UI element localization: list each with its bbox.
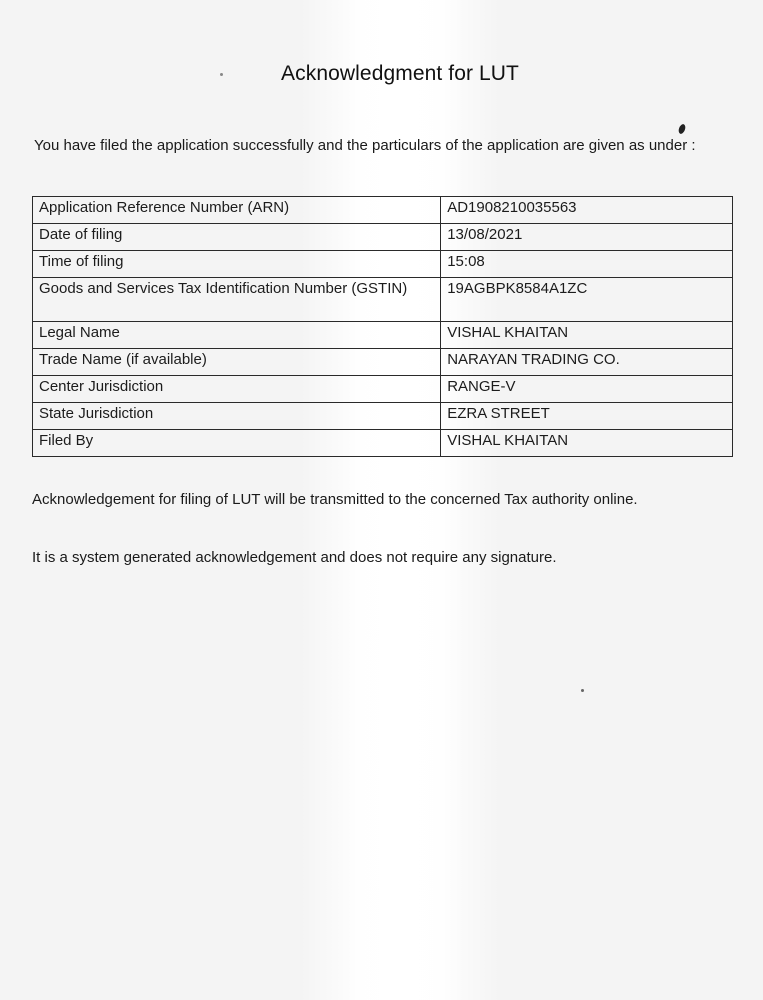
row-value: AD1908210035563 bbox=[441, 197, 733, 224]
table-row bbox=[33, 430, 733, 457]
row-value: EZRA STREET bbox=[441, 403, 733, 430]
table-row bbox=[33, 197, 733, 224]
row-value: RANGE-V bbox=[441, 376, 733, 403]
table-row bbox=[33, 349, 733, 376]
row-value: 13/08/2021 bbox=[441, 224, 733, 251]
table-row bbox=[33, 251, 733, 278]
table-row bbox=[33, 224, 733, 251]
row-value: 19AGBPK8584A1ZC bbox=[441, 278, 733, 322]
system-generated-note: It is a system generated acknowledgement and does not require any signature. bbox=[32, 549, 557, 566]
row-label: Filed By bbox=[33, 430, 441, 457]
row-label: Date of filing bbox=[33, 224, 441, 251]
row-label: Time of filing bbox=[33, 251, 441, 278]
row-label: State Jurisdiction bbox=[33, 403, 441, 430]
row-label: Legal Name bbox=[33, 322, 441, 349]
transmission-note: Acknowledgement for filing of LUT will be transmitted to the concerned Tax authority online. bbox=[32, 491, 638, 508]
table-row bbox=[33, 403, 733, 430]
row-label: Goods and Services Tax Identification Number (GSTIN) bbox=[33, 278, 441, 322]
intro-text: You have filed the application successfully and the particulars of the application are given as under : bbox=[34, 137, 696, 154]
table-row bbox=[33, 322, 733, 349]
row-label: Center Jurisdiction bbox=[33, 376, 441, 403]
row-label: Trade Name (if available) bbox=[33, 349, 441, 376]
row-value: VISHAL KHAITAN bbox=[441, 430, 733, 457]
row-value: 15:08 bbox=[441, 251, 733, 278]
row-value: NARAYAN TRADING CO. bbox=[441, 349, 733, 376]
scan-speck bbox=[581, 689, 584, 692]
page-title: Acknowledgment for LUT bbox=[281, 62, 519, 85]
application-details-table bbox=[32, 196, 733, 457]
row-label: Application Reference Number (ARN) bbox=[33, 197, 441, 224]
row-value: VISHAL KHAITAN bbox=[441, 322, 733, 349]
table-row bbox=[33, 278, 733, 322]
table-row bbox=[33, 376, 733, 403]
scan-speck bbox=[220, 73, 223, 76]
